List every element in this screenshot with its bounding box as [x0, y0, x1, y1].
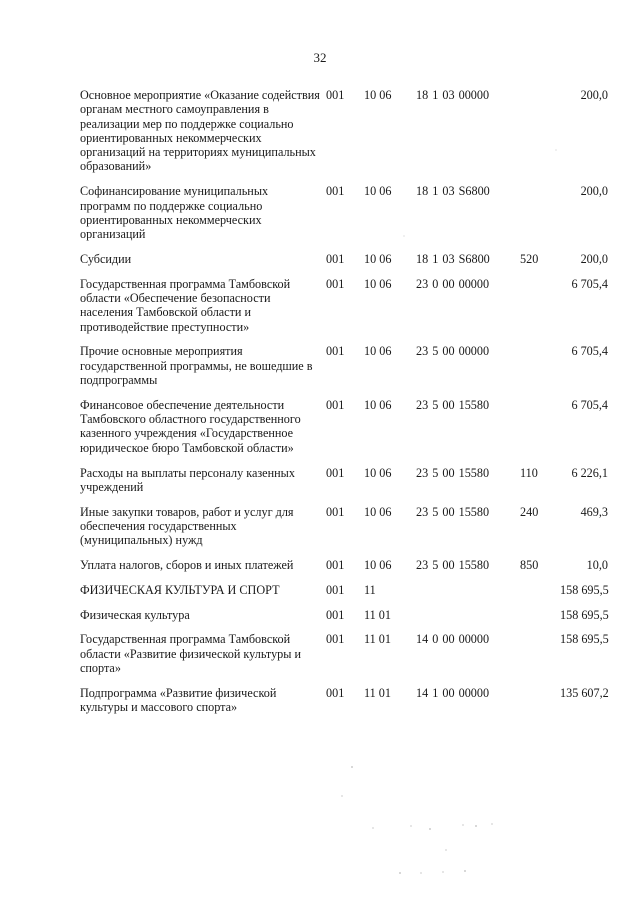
row-target-article-code: 23 0 00 00000: [416, 276, 490, 291]
row-amount: 6 226,1: [571, 465, 608, 480]
row-amount: 200,0: [580, 251, 608, 266]
row-section-code: 11 01: [364, 632, 391, 647]
row-name: Физическая культура: [80, 607, 190, 622]
row-name: Подпрограмма «Развитие физической культуры и массового спорта»: [80, 685, 277, 715]
row-expense-type-code: 850: [520, 558, 539, 573]
budget-table: [80, 88, 608, 725]
row-name: Государственная программа Тамбовской области «Обеспечение безопасности населения Тамбовской области и противодействие преступности»: [80, 276, 291, 334]
row-expense-type-code: [520, 398, 560, 466]
row-section-code: 10 06: [364, 397, 392, 412]
row-name: ФИЗИЧЕСКАЯ КУЛЬТУРА И СПОРТ: [80, 582, 280, 597]
row-name: Субсидии: [80, 251, 132, 266]
row-expense-type-code: [520, 583, 560, 608]
row-ministry-code: 001: [326, 276, 345, 291]
row-target-article-code: 23 5 00 15580: [416, 397, 490, 412]
row-section-code: 10 06: [364, 184, 392, 199]
row-expense-type-code: [520, 686, 560, 725]
table-row: [80, 583, 608, 608]
page-number: 32: [313, 50, 327, 65]
row-section-code: 11: [364, 582, 376, 597]
table-row: [80, 505, 608, 558]
table-row: [80, 277, 608, 345]
row-amount: 6 705,4: [571, 276, 608, 291]
row-amount: 10,0: [586, 558, 608, 573]
row-section-code: 10 06: [364, 276, 392, 291]
row-amount: 6 705,4: [571, 344, 608, 359]
row-expense-type-code: [520, 344, 560, 397]
table-row: [80, 88, 608, 184]
row-ministry-code: 001: [326, 504, 345, 519]
row-expense-type-code: [520, 632, 560, 685]
row-ministry-code: 001: [326, 632, 345, 647]
row-target-article-code: 23 5 00 15580: [416, 558, 490, 573]
table-row: [80, 344, 608, 397]
row-ministry-code: 001: [326, 465, 345, 480]
row-ministry-code: 001: [326, 582, 345, 597]
row-ministry-code: 001: [326, 558, 345, 573]
row-expense-type-code: [520, 277, 560, 345]
row-amount: 200,0: [580, 184, 608, 199]
row-amount: 158 695,5: [560, 632, 609, 647]
table-row: [80, 558, 608, 583]
row-expense-type-code: 520: [520, 251, 539, 266]
row-name: Основное мероприятие «Оказание содействия органам местного самоуправления в реализации мер по поддержке социально ориентированных некоммерческих организаций на территориях муниципальных образований»: [80, 88, 320, 174]
row-amount: 469,3: [580, 504, 608, 519]
row-ministry-code: 001: [326, 607, 345, 622]
table-row: [80, 398, 608, 466]
row-target-article-code: 18 1 03 S6800: [416, 251, 490, 266]
row-amount: 158 695,5: [560, 607, 609, 622]
table-row: [80, 184, 608, 252]
row-target-article-code: [416, 583, 520, 608]
row-target-article-code: 23 5 00 00000: [416, 344, 490, 359]
table-row: [80, 466, 608, 505]
row-ministry-code: 001: [326, 251, 345, 266]
row-name: Иные закупки товаров, работ и услуг для обеспечения государственных (муниципальных) нужд: [80, 504, 294, 548]
row-section-code: 10 06: [364, 344, 392, 359]
row-section-code: 10 06: [364, 251, 392, 266]
row-target-article-code: 23 5 00 15580: [416, 465, 490, 480]
row-expense-type-code: 240: [520, 504, 539, 519]
row-expense-type-code: [520, 184, 560, 252]
table-row: [80, 686, 608, 725]
row-target-article-code: [416, 608, 520, 633]
table-row: [80, 632, 608, 685]
table-row: [80, 608, 608, 633]
row-name: Финансовое обеспечение деятельности Тамбовского областного государственного казенного учреждения «Государственное юридическое бюро Тамбовской области»: [80, 397, 301, 455]
row-expense-type-code: [520, 88, 560, 184]
row-ministry-code: 001: [326, 685, 345, 700]
row-target-article-code: 23 5 00 15580: [416, 504, 490, 519]
row-target-article-code: 14 0 00 00000: [416, 632, 490, 647]
row-ministry-code: 001: [326, 184, 345, 199]
row-expense-type-code: [520, 608, 560, 633]
row-name: Софинансирование муниципальных программ по поддержке социально ориентированных некоммерческих организаций: [80, 184, 269, 242]
row-ministry-code: 001: [326, 344, 345, 359]
row-amount: 158 695,5: [560, 582, 609, 597]
row-target-article-code: 14 1 00 00000: [416, 685, 490, 700]
row-amount: 200,0: [580, 88, 608, 102]
row-section-code: 10 06: [364, 558, 392, 573]
row-name: Уплата налогов, сборов и иных платежей: [80, 558, 294, 573]
table-body: [80, 88, 608, 725]
row-expense-type-code: 110: [520, 465, 538, 480]
row-section-code: 10 06: [364, 88, 392, 102]
row-name: Государственная программа Тамбовской области «Развитие физической культуры и спорта»: [80, 632, 302, 675]
row-amount: 6 705,4: [571, 397, 608, 412]
row-target-article-code: 18 1 03 00000: [416, 88, 490, 102]
row-target-article-code: 18 1 03 S6800: [416, 184, 490, 199]
table-row: [80, 252, 608, 277]
row-amount: 135 607,2: [560, 685, 609, 700]
row-section-code: 10 06: [364, 504, 392, 519]
row-name: Расходы на выплаты персоналу казенных учреждений: [80, 465, 295, 494]
row-section-code: 11 01: [364, 685, 391, 700]
row-ministry-code: 001: [326, 88, 345, 102]
row-section-code: 11 01: [364, 607, 391, 622]
row-ministry-code: 001: [326, 397, 345, 412]
row-name: Прочие основные мероприятия государственной программы, не вошедшие в подпрограммы: [80, 344, 313, 388]
row-section-code: 10 06: [364, 465, 392, 480]
